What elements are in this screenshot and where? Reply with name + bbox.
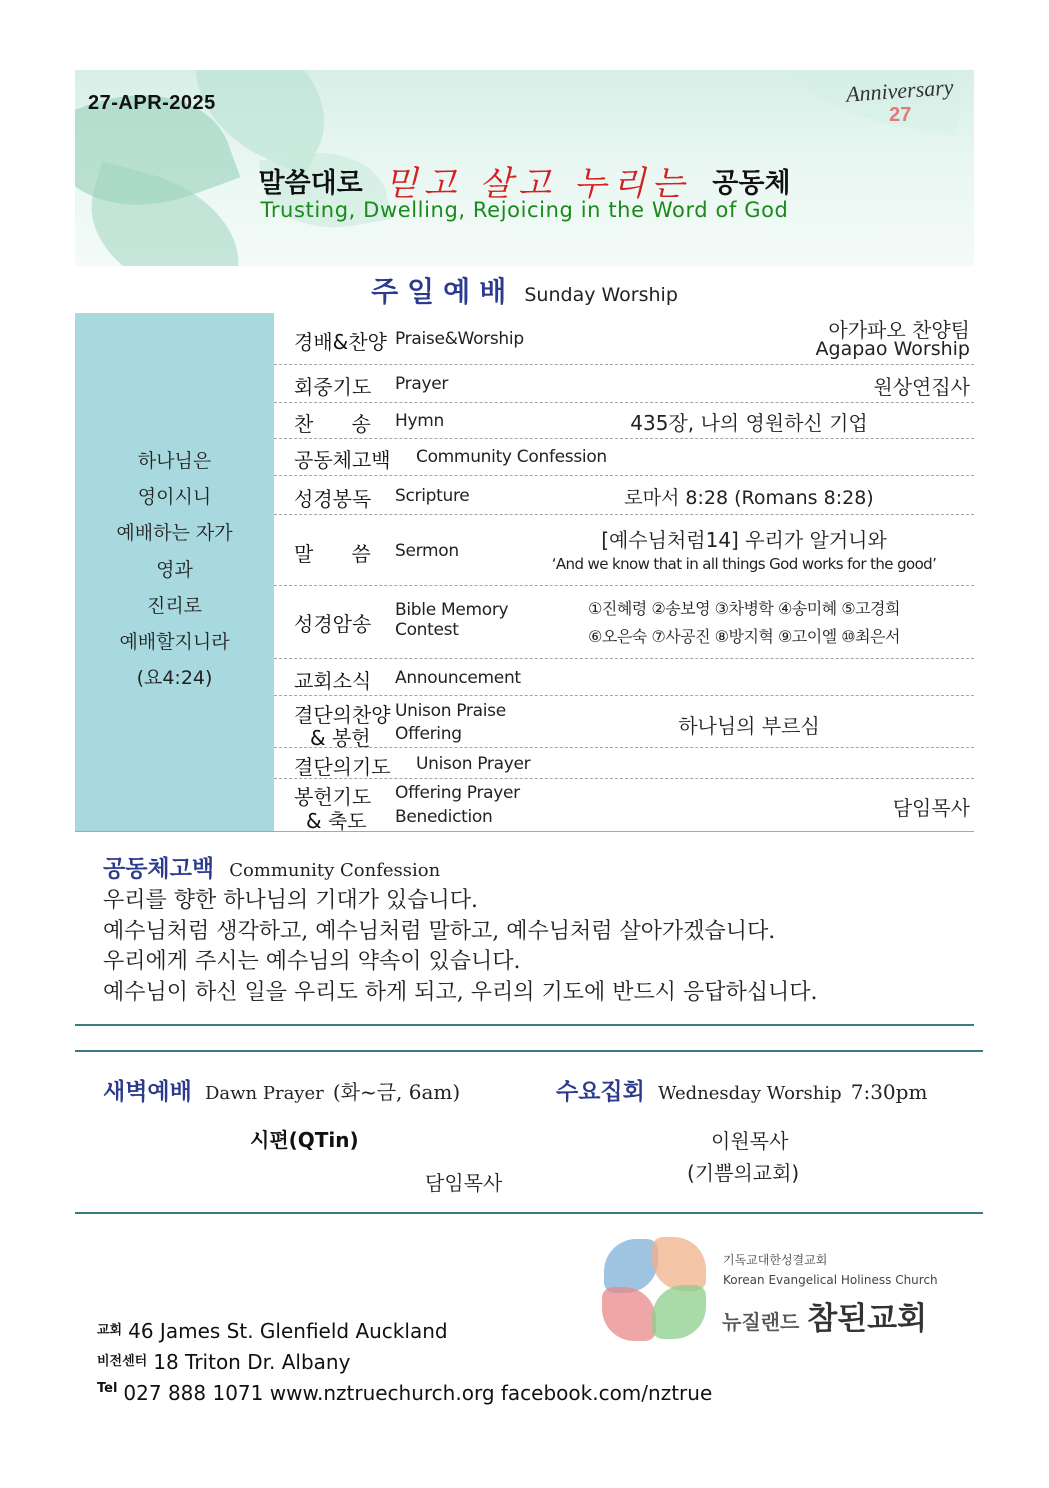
tel-value: 027 888 1071 www.nztruechurch.org facebook.com/nztrue bbox=[123, 1381, 713, 1405]
wednesday-time: 7:30pm bbox=[850, 1080, 928, 1104]
confession-title-kr: 공동체고백 bbox=[103, 856, 215, 882]
church-name bbox=[722, 1293, 927, 1338]
row-label-en: Hymn bbox=[395, 411, 444, 431]
service-row-hymn bbox=[274, 403, 974, 439]
side-verse-line: (요4:24) bbox=[136, 667, 213, 690]
anniversary-badge bbox=[845, 74, 955, 127]
memory-participants: ①진혜령 ②송보영 ③차병학 ④송미혜 ⑤고경희 bbox=[588, 599, 900, 618]
confession-line: 예수님이 하신 일을 우리도 하게 되고, 우리의 기도에 반드시 응답하십니다. bbox=[103, 979, 818, 1005]
divider bbox=[75, 1212, 983, 1214]
row-label-kr: & 축도 bbox=[306, 809, 367, 833]
service-rows bbox=[274, 313, 974, 831]
row-label-en: Unison Prayer bbox=[416, 754, 531, 774]
bulletin-date: 27-APR-2025 bbox=[88, 92, 216, 114]
side-verse-line: 예배하는 자가 bbox=[116, 522, 233, 545]
service-row-offering bbox=[274, 696, 974, 748]
row-label-kr: 공동체고백 bbox=[294, 448, 391, 472]
memory-participants: ⑥오은숙 ⑦사공진 ⑧방지혁 ⑨고이엘 ⑩최은서 bbox=[588, 627, 900, 646]
sermon-title: [예수님처럼14] 우리가 알거니와 bbox=[601, 528, 887, 552]
wednesday-title-kr: 수요집회 bbox=[556, 1079, 645, 1105]
row-label-kr: 결단의찬양 bbox=[294, 703, 391, 727]
sermon-subtitle: ‘And we know that in all things God works for the good’ bbox=[551, 555, 937, 573]
sunday-worship-title-en: Sunday Worship bbox=[524, 284, 678, 306]
service-row-unison-prayer bbox=[274, 748, 974, 779]
motto-part-3: 공동체 bbox=[712, 168, 791, 199]
row-label-en: Offering Prayer bbox=[395, 783, 520, 803]
row-value: 로마서 8:28 (Romans 8:28) bbox=[624, 487, 874, 509]
confession-text bbox=[103, 886, 818, 1008]
side-verse-line: 영이시니 bbox=[137, 486, 212, 509]
logo-petal bbox=[652, 1285, 706, 1339]
church-name-part-1: 뉴질랜드 bbox=[722, 1310, 800, 1334]
service-row-praise bbox=[274, 313, 974, 365]
row-value: 아가파오 찬양팀 bbox=[828, 318, 970, 342]
row-label-en: Contest bbox=[395, 620, 459, 640]
row-value-sub: Agapao Worship bbox=[815, 338, 970, 360]
row-label-kr: 성경암송 bbox=[294, 612, 372, 636]
confession-line: 우리에게 주시는 예수님의 약속이 있습니다. bbox=[103, 949, 521, 974]
vision-value: 18 Triton Dr. Albany bbox=[153, 1350, 351, 1374]
row-value: 하나님의 부르심 bbox=[678, 714, 820, 738]
church-name-part-2: 참된교회 bbox=[807, 1301, 928, 1337]
row-label-kr: 말 씀 bbox=[294, 542, 371, 566]
row-label-kr: 교회소식 bbox=[294, 669, 372, 693]
row-label-en: Scripture bbox=[395, 486, 470, 506]
anniversary-word: Anniversary bbox=[845, 74, 955, 107]
dawn-prayer-book: 시편(QTin) bbox=[250, 1128, 359, 1152]
logo-petal bbox=[604, 1239, 658, 1293]
service-row-bible-memory bbox=[274, 586, 974, 659]
tel-label: Tel bbox=[97, 1381, 118, 1396]
service-row-scripture bbox=[274, 476, 974, 515]
row-label-kr: 경배&찬양 bbox=[294, 330, 387, 354]
sunday-worship-title bbox=[0, 270, 1049, 310]
contact-line bbox=[97, 1381, 712, 1405]
service-row-confession bbox=[274, 439, 974, 476]
motto-part-2: 믿고 살고 누리는 bbox=[384, 164, 691, 204]
vision-label: 비전센터 bbox=[97, 1354, 148, 1369]
side-verse-line: 예배할지니라 bbox=[119, 631, 230, 654]
order-of-service bbox=[75, 313, 974, 832]
row-label-en: Unison Praise bbox=[395, 701, 506, 721]
row-label-en: Benediction bbox=[395, 807, 493, 827]
row-label-kr: 결단의기도 bbox=[294, 755, 391, 779]
address-value: 46 James St. Glenfield Auckland bbox=[128, 1319, 448, 1343]
service-row-sermon bbox=[274, 515, 974, 586]
service-row-benediction bbox=[274, 779, 974, 831]
row-label-en: Prayer bbox=[395, 374, 449, 394]
side-verse-line: 진리로 bbox=[146, 594, 203, 617]
vision-center-address bbox=[97, 1350, 350, 1374]
church-address bbox=[97, 1319, 448, 1343]
row-label-kr: 찬 송 bbox=[294, 412, 371, 436]
row-label-en: Announcement bbox=[395, 668, 521, 688]
dawn-prayer-title-kr: 새벽예배 bbox=[103, 1079, 192, 1105]
dawn-prayer-schedule: (화~금, 6am) bbox=[332, 1080, 461, 1104]
dawn-prayer-title-en: Dawn Prayer bbox=[204, 1083, 324, 1104]
wednesday-title-en: Wednesday Worship bbox=[657, 1083, 842, 1104]
row-label-en: Community Confession bbox=[416, 447, 607, 467]
row-label-en: Bible Memory bbox=[395, 600, 509, 620]
row-label-en: Offering bbox=[395, 724, 462, 744]
wednesday-church: (기쁨의교회) bbox=[687, 1161, 800, 1185]
confession-line: 우리를 향한 하나님의 기대가 있습니다. bbox=[103, 888, 478, 913]
divider bbox=[75, 1024, 974, 1026]
row-label-kr: & 봉헌 bbox=[310, 726, 371, 750]
confession-title bbox=[103, 850, 440, 883]
motto-part-1: 말씀대로 bbox=[258, 168, 363, 199]
sunday-worship-title-kr: 주일예배 bbox=[371, 275, 516, 308]
confession-line: 예수님처럼 생각하고, 예수님처럼 말하고, 예수님처럼 살아가겠습니다. bbox=[103, 918, 776, 944]
row-value: 담임목사 bbox=[892, 796, 970, 820]
side-verse bbox=[75, 443, 274, 696]
anniversary-number: 27 bbox=[889, 104, 912, 126]
row-label-en: Sermon bbox=[395, 541, 459, 561]
divider bbox=[75, 1050, 983, 1052]
wednesday-title bbox=[556, 1073, 927, 1106]
service-row-prayer bbox=[274, 365, 974, 403]
row-label-en: Praise&Worship bbox=[395, 329, 524, 349]
address-label: 교회 bbox=[97, 1323, 123, 1338]
confession-title-en: Community Confession bbox=[229, 860, 441, 881]
row-label-kr: 봉헌기도 bbox=[294, 785, 372, 809]
logo-petal bbox=[602, 1287, 656, 1341]
row-value: 435장, 나의 영원하신 기업 bbox=[630, 411, 868, 435]
dawn-prayer-title bbox=[103, 1073, 460, 1106]
motto-english: Trusting, Dwelling, Rejoicing in the Word of God bbox=[260, 198, 789, 222]
denomination-en: Korean Evangelical Holiness Church bbox=[723, 1273, 938, 1287]
scripture-side-panel bbox=[75, 313, 274, 831]
denomination-kr: 기독교대한성결교회 bbox=[723, 1253, 828, 1267]
side-verse-line: 영과 bbox=[156, 558, 193, 581]
wednesday-speaker: 이원목사 bbox=[711, 1129, 789, 1153]
row-label-kr: 회중기도 bbox=[294, 375, 372, 399]
header-banner bbox=[75, 70, 974, 266]
service-row-announcement bbox=[274, 659, 974, 696]
row-value: 원상연집사 bbox=[873, 375, 970, 399]
dawn-prayer-speaker: 담임목사 bbox=[425, 1171, 503, 1195]
church-logo bbox=[600, 1237, 710, 1341]
side-verse-line: 하나님은 bbox=[137, 450, 212, 472]
row-label-kr: 성경봉독 bbox=[294, 487, 372, 511]
logo-petal bbox=[652, 1237, 706, 1291]
